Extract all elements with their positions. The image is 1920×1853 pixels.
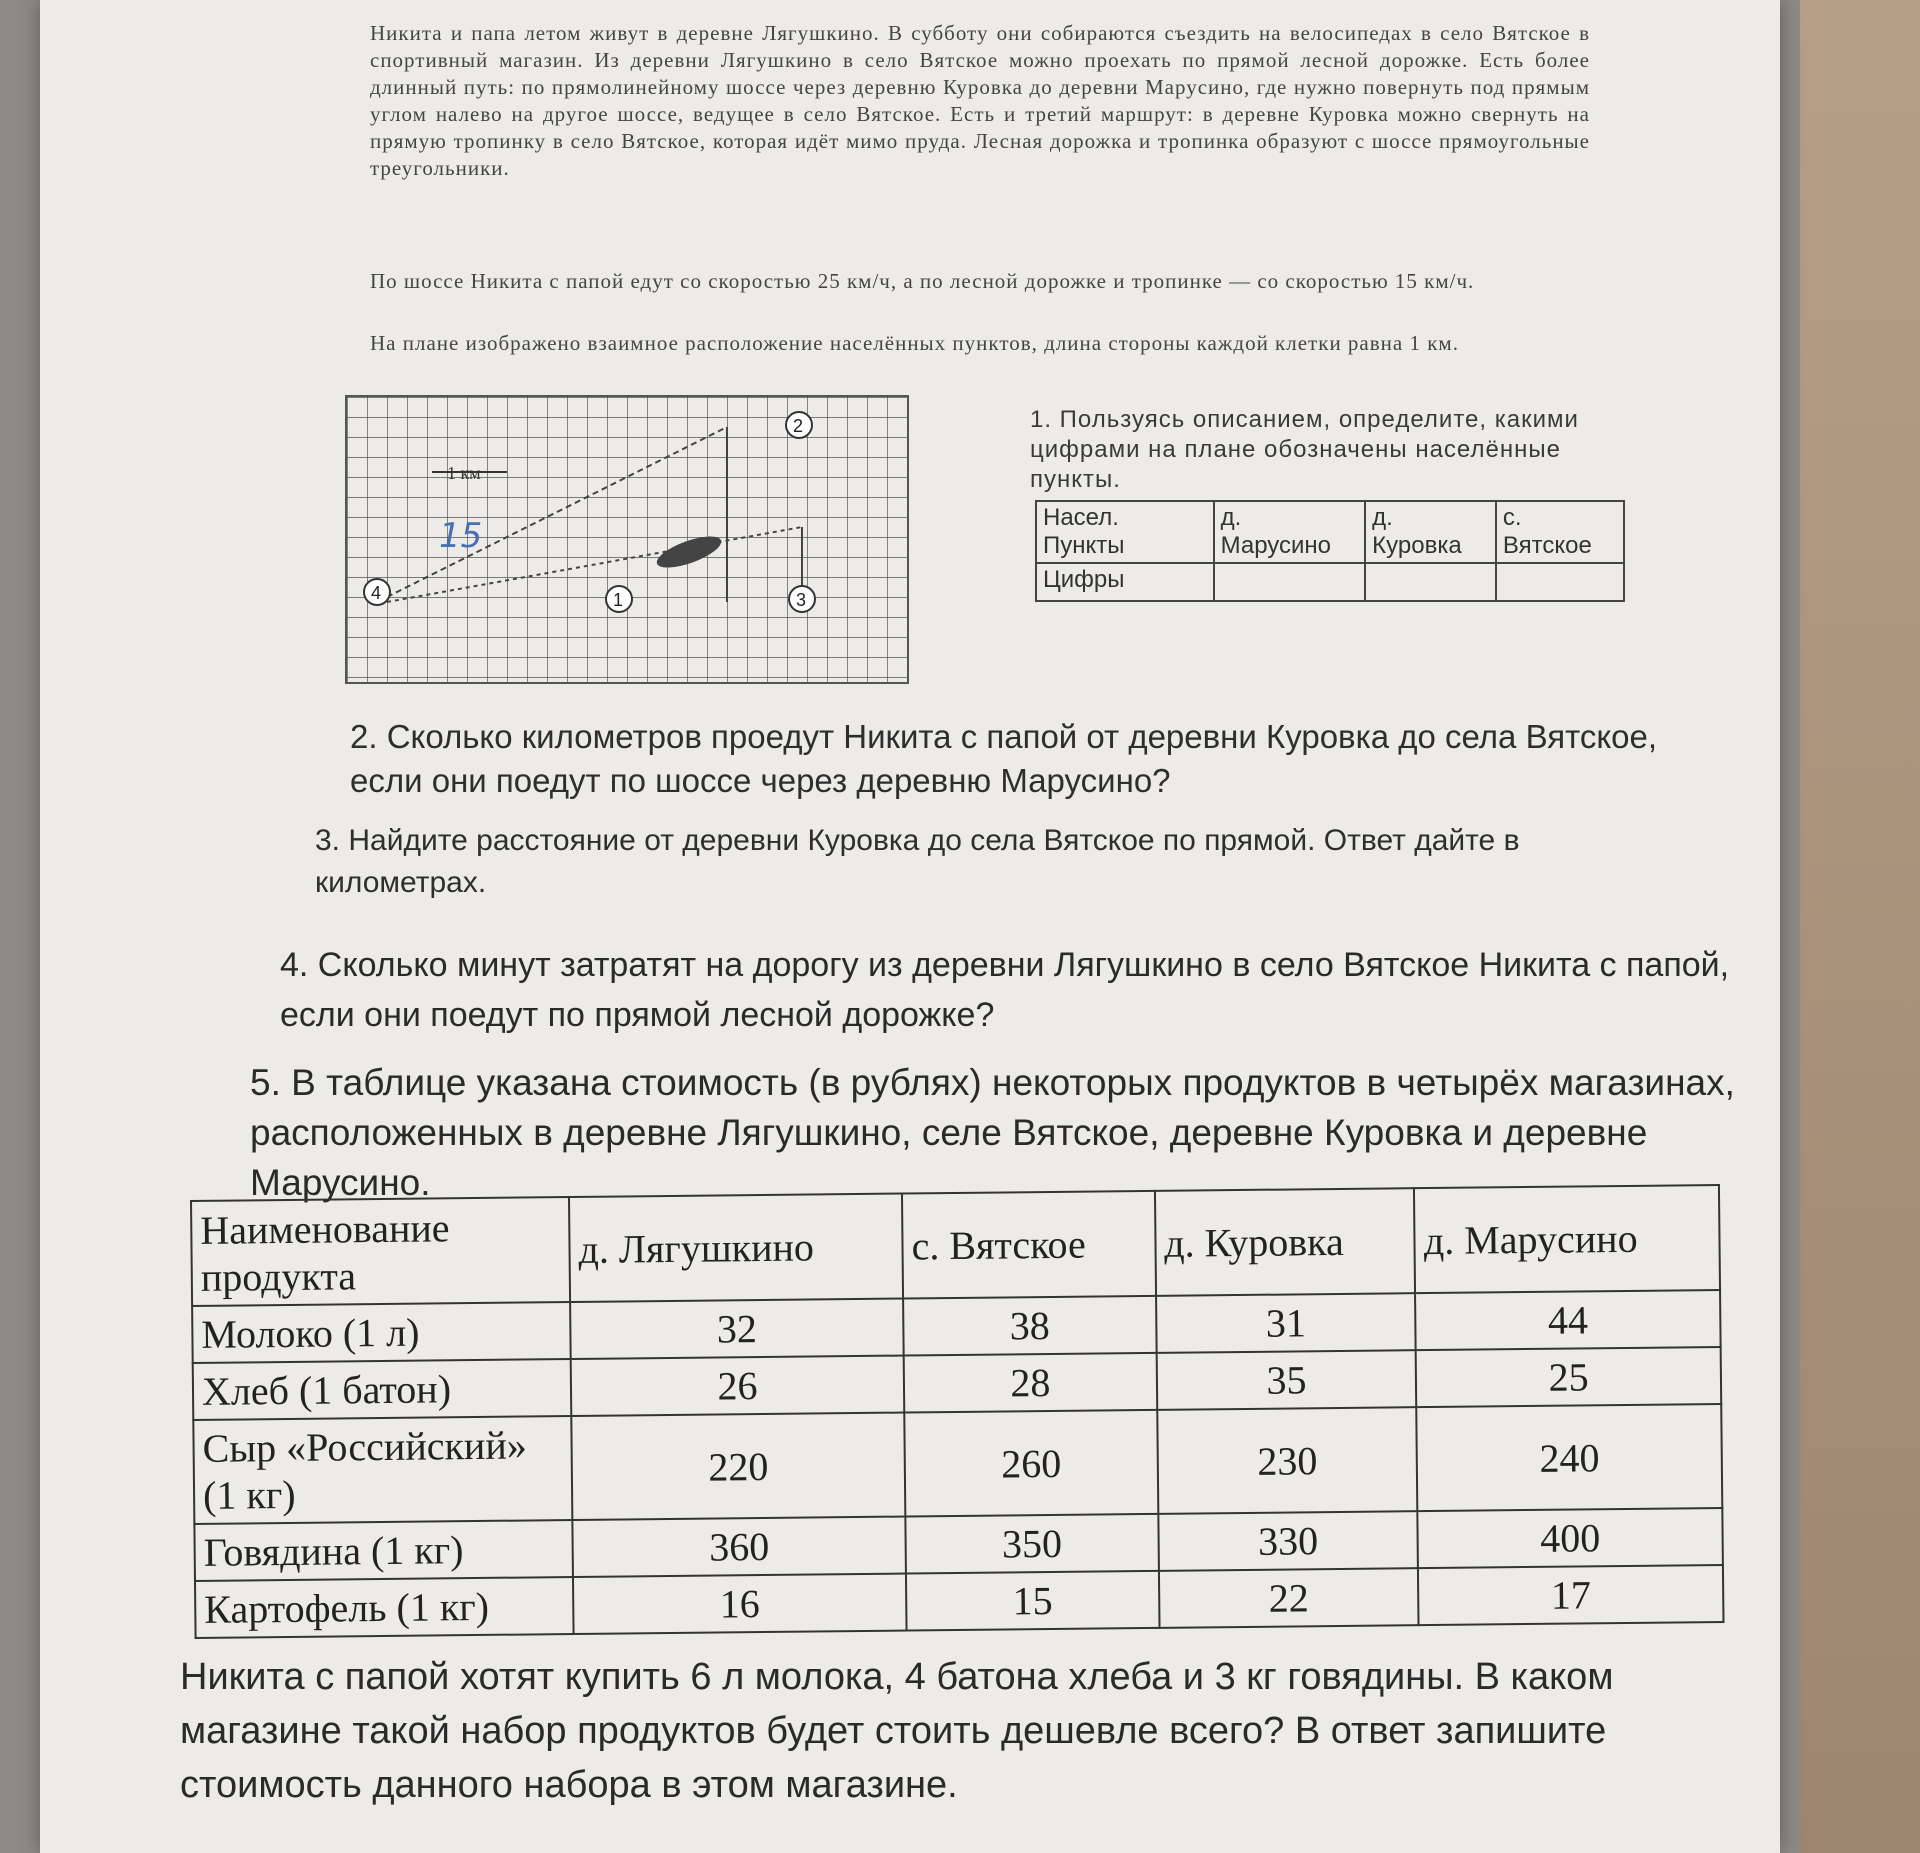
intro-paragraph: Никита и папа летом живут в деревне Лягушкино. В субботу они собираются съездить на велосипедах в село Вятское в спортивный магазин. Из деревни Лягушкино в село Вятское можно проехать по прямой лесной дорожке. Есть более длинный путь: по прямолинейному шоссе через деревню Куровка до деревни Марусино, где нужно повернуть под прямым углом налево на другое шоссе, ведущее в село Вятское. Есть и третий маршрут: в деревне Куровка можно свернуть на прямую тропинку в село Вятское, которая идёт мимо пруда. Лесная дорожка и тропинка образуют с шоссе прямоугольные треугольники. — [370, 21, 1590, 180]
column-kurovka: д. Куровка — [1365, 501, 1496, 563]
price-cell: 16 — [573, 1574, 907, 1634]
prices-header-row — [191, 1185, 1720, 1306]
plan-grid — [347, 397, 907, 682]
price-cell: 240 — [1417, 1404, 1723, 1511]
price-cell: 22 — [1159, 1568, 1419, 1628]
price-cell: 17 — [1418, 1565, 1723, 1625]
price-cell: 26 — [571, 1356, 905, 1416]
svg-text:1: 1 — [613, 590, 624, 610]
marker-2 — [786, 412, 812, 438]
desk-background — [1800, 0, 1920, 1853]
price-cell: 31 — [1156, 1293, 1416, 1353]
price-cell: 44 — [1415, 1290, 1720, 1350]
svg-text:4: 4 — [371, 583, 382, 603]
answer-cell-marusino[interactable] — [1214, 563, 1366, 601]
header-kurovka: д. Куровка — [1155, 1188, 1416, 1296]
column-vyatskoe: с. Вятское — [1496, 501, 1624, 563]
marker-1 — [606, 586, 632, 612]
scale-label: 1 км — [447, 463, 481, 483]
price-cell: 350 — [905, 1514, 1158, 1574]
price-cell: 360 — [572, 1517, 906, 1577]
header-lyagushkino: д. Лягушкино — [569, 1194, 903, 1302]
answer-cell-vyatskoe[interactable] — [1496, 563, 1624, 601]
marker-3 — [789, 586, 815, 612]
svg-text:3: 3 — [796, 590, 807, 610]
marker-4 — [364, 579, 390, 605]
prices-table — [190, 1184, 1725, 1639]
worksheet-page — [40, 0, 1780, 1853]
handwritten-note: 15 — [439, 516, 483, 556]
plan-info-paragraph: На плане изображено взаимное расположение населённых пунктов, длина стороны каждой клетки равна 1 км. — [370, 331, 1459, 355]
price-cell: 38 — [903, 1296, 1156, 1356]
question-2: 2. Сколько километров проедут Никита с папой от деревни Куровка до села Вятское, если они поедут по шоссе через деревню Марусино? — [350, 718, 1658, 799]
price-cell: 32 — [570, 1299, 904, 1359]
village-digits-table — [1035, 500, 1625, 602]
speed-paragraph: По шоссе Никита с папой едут со скоростью 25 км/ч, а по лесной дорожке и тропинке — со скоростью 15 км/ч. — [370, 269, 1475, 293]
question-1: 1. Пользуясь описанием, определите, какими цифрами на плане обозначены населённые пункты. — [1030, 406, 1579, 493]
product-name: Молоко (1 л) — [192, 1302, 571, 1363]
price-cell: 400 — [1418, 1508, 1723, 1568]
village-plan — [345, 395, 909, 684]
product-name: Говядина (1 кг) — [194, 1520, 573, 1581]
header-marusino: д. Марусино — [1414, 1185, 1720, 1293]
column-marusino: д. Марусино — [1214, 501, 1366, 563]
header-product: Наименование продукта — [191, 1197, 570, 1306]
price-cell: 35 — [1156, 1350, 1416, 1410]
price-cell: 330 — [1158, 1511, 1418, 1571]
svg-text:2: 2 — [793, 416, 804, 436]
price-cell: 230 — [1157, 1407, 1418, 1514]
answer-cell-kurovka[interactable] — [1365, 563, 1496, 601]
question-3: 3. Найдите расстояние от деревни Куровка до села Вятское по прямой. Ответ дайте в километрах. — [315, 824, 1520, 899]
final-task-text: Никита с папой хотят купить 6 л молока, 4 батона хлеба и 3 кг говядины. В каком магазине такой набор продуктов будет стоить дешевле всего? В ответ запишите стоимость данного набора в этом магазине. — [180, 1656, 1614, 1806]
table-row — [193, 1404, 1722, 1524]
header-vyatskoe: с. Вятское — [902, 1191, 1156, 1299]
table-header-digits: Цифры — [1036, 563, 1214, 601]
price-cell: 220 — [571, 1413, 905, 1520]
product-name: Сыр «Российский» (1 кг) — [193, 1416, 572, 1524]
price-cell: 28 — [904, 1353, 1157, 1413]
product-name: Картофель (1 кг) — [195, 1577, 574, 1638]
price-cell: 15 — [906, 1571, 1159, 1631]
table-header-villages: Насел. Пункты — [1036, 501, 1214, 563]
product-name: Хлеб (1 батон) — [193, 1359, 572, 1420]
price-cell: 25 — [1416, 1347, 1721, 1407]
price-cell: 260 — [904, 1410, 1158, 1517]
question-4: 4. Сколько минут затратят на дорогу из деревни Лягушкино в село Вятское Никита с папой, если они поедут по прямой лесной дорожке? — [280, 946, 1730, 1034]
question-5: 5. В таблице указана стоимость (в рублях) некоторых продуктов в четырёх магазинах, расположенных в деревне Лягушкино, селе Вятское, деревне Куровка и деревне Марусино. — [250, 1062, 1735, 1203]
